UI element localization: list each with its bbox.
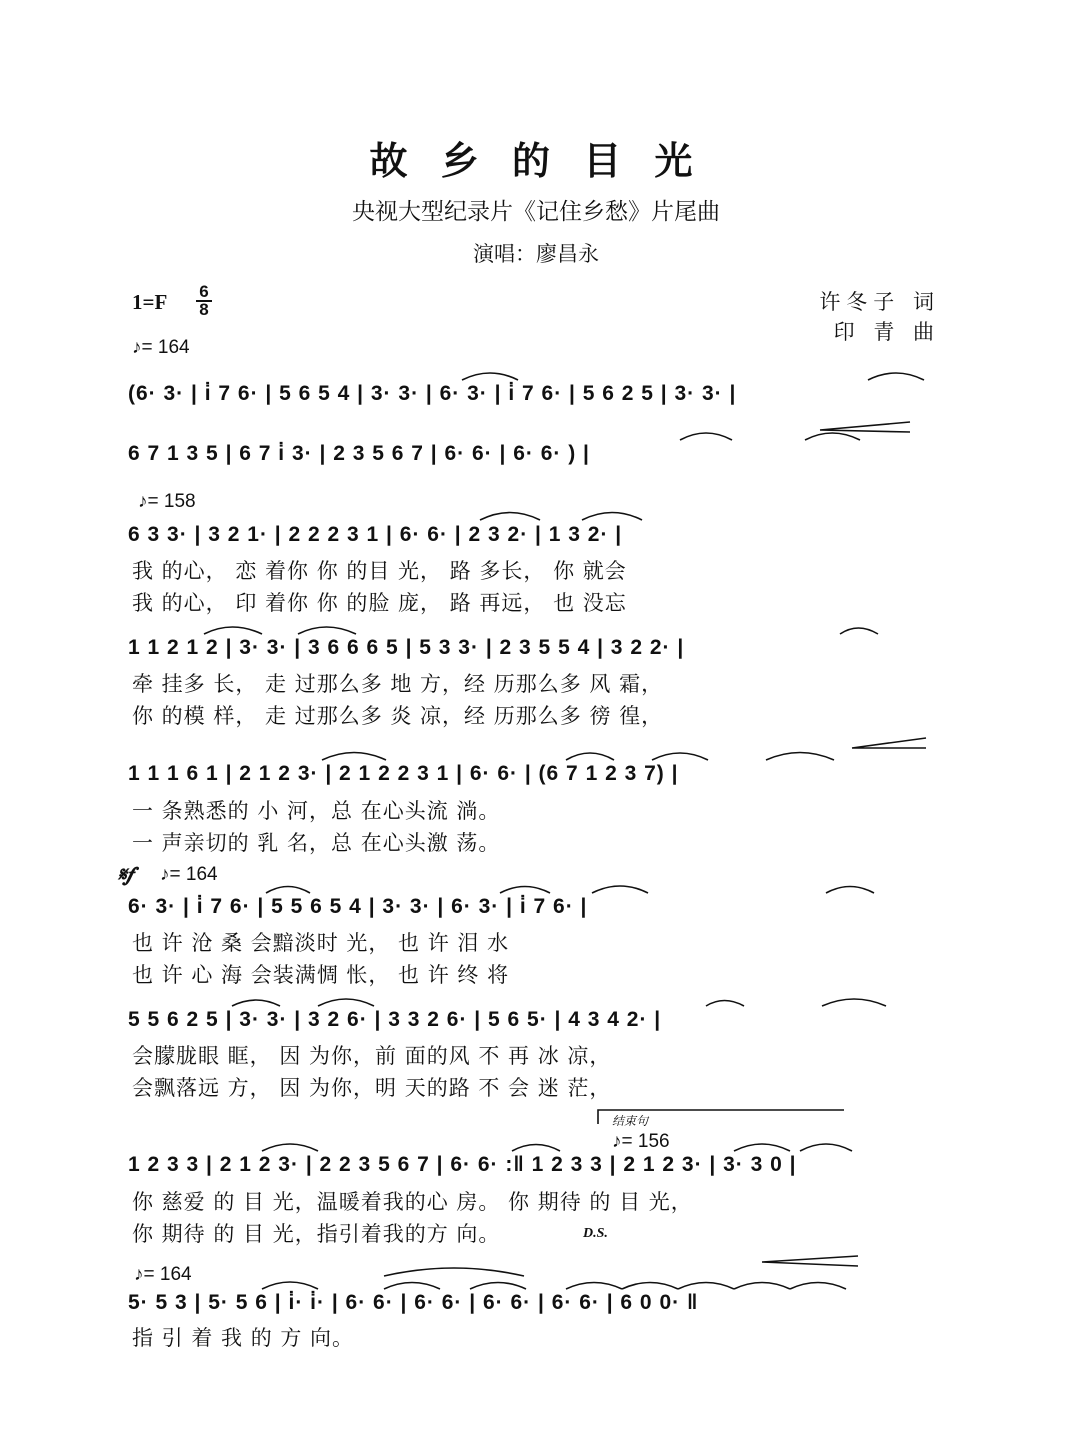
tie-mark xyxy=(840,628,878,634)
tie-mark xyxy=(384,1283,440,1290)
tie-mark xyxy=(678,1283,734,1290)
tie-mark xyxy=(800,1144,852,1151)
tie-mark xyxy=(826,887,874,894)
tie-mark xyxy=(566,753,614,760)
tie-mark xyxy=(592,886,648,893)
notation-line: 6 3 3· | 3 2 1· | 2 2 2 3 1 | 6· 6· | 2 3 2· | 1 3 2· | xyxy=(128,523,623,546)
tie-mark xyxy=(734,1144,790,1151)
lyric-line: 一 条熟悉的 小 河，总 在心头流 淌。 xyxy=(132,799,501,823)
hairpin-mark xyxy=(852,738,926,748)
notation-line: 1 1 1 6 1 | 2 1 2 3· | 2 1 2 2 3 1 | 6· 6· | (6 7 1 2 3 7) | xyxy=(128,762,679,785)
tie-mark xyxy=(480,513,540,521)
notation-line: 6 7 1 3 5 | 6 7 i̇ 3· | 2 3 5 6 7 | 6· 6· | 6· 6· ) | xyxy=(128,442,590,465)
tie-mark xyxy=(462,373,518,380)
tempo-marking: ♪= 164 xyxy=(134,1264,192,1285)
time-signature-bottom: 8 xyxy=(199,300,209,319)
lyric-line: 会飘落远 方， 因 为你，明 天的路 不 会 迷 茫， xyxy=(132,1076,612,1100)
tie-mark xyxy=(204,627,262,634)
tempo-marking: ♪= 164 xyxy=(160,864,218,885)
key-signature: 1=F xyxy=(132,290,168,314)
tie-mark xyxy=(298,627,356,634)
notation-line: 1 1 2 1 2 | 3· 3· | 3 6 6 6 5 | 5 3 3· | 2 3 5 5 4 | 3 2 2· | xyxy=(128,636,685,659)
hairpin-mark xyxy=(820,422,910,432)
tie-mark xyxy=(622,1283,678,1290)
lyric-line: 你 的模 样， 走 过那么多 炎 凉，经 历那么多 徬 徨， xyxy=(132,704,664,728)
tie-mark xyxy=(652,753,708,760)
tie-mark xyxy=(868,373,924,380)
composer-credit: 印 青 曲 xyxy=(833,320,940,344)
lyricist-credit: 许冬子 词 xyxy=(819,290,940,314)
tie-mark xyxy=(805,433,860,440)
tie-mark xyxy=(734,1283,790,1290)
lyric-line: 我 的心， 印 着你 你 的脸 庞， 路 再远， 也 没忘 xyxy=(132,591,627,615)
singer-credit: 演唱：廖昌永 xyxy=(473,242,599,266)
lyric-line: 你 期待 的 目 光，指引着我的方 向。 xyxy=(132,1222,501,1246)
tie-mark xyxy=(500,887,550,894)
notation-line: (6· 3· | i̇ 7 6· | 5 6 5 4 | 3· 3· | 6· 3· | i̇ 7 6· | 5 6 2 5 | 3· 3· | xyxy=(128,382,737,405)
ds-marking: D.S. xyxy=(583,1226,608,1241)
lyric-line: 你 慈爱 的 目 光，温暖着我的心 房。 你 期待 的 目 光， xyxy=(132,1190,693,1214)
notation-line: 5 5 6 2 5 | 3· 3· | 3 2 6· | 3 3 2 6· | 5 6 5· | 4 3 4 2· | xyxy=(128,1008,662,1031)
tie-mark xyxy=(262,1282,318,1289)
tie-mark xyxy=(266,887,310,894)
notation-line: 5· 5 3 | 5· 5 6 | i̇· i̇· | 6· 6· | 6· 6· | 6· 6· | 6· 6· | 6 0 0· ‖ xyxy=(128,1291,699,1314)
lyric-line: 会朦胧眼 眶， 因 为你，前 面的风 不 再 冰 凉， xyxy=(132,1044,612,1068)
lyric-line: 牵 挂多 长， 走 过那么多 地 方，经 历那么多 风 霜， xyxy=(132,672,664,696)
song-subtitle: 央视大型纪录片《记住乡愁》片尾曲 xyxy=(352,199,720,225)
ending-label: 结束句 xyxy=(612,1114,649,1128)
lyric-line: 也 许 心 海 会装满惆 怅， 也 许 终 将 xyxy=(132,963,510,987)
tie-mark xyxy=(766,753,834,761)
segno-forte-marking: 𝄋𝆑 xyxy=(118,862,134,886)
ending-bracket xyxy=(598,1110,844,1124)
time-signature-top: 6 xyxy=(196,284,212,302)
lyric-line: 也 许 沧 桑 会黯淡时 光， 也 许 泪 水 xyxy=(132,931,510,955)
lyric-line: 一 声亲切的 乳 名，总 在心头激 荡。 xyxy=(132,831,501,855)
tie-mark xyxy=(582,513,642,521)
hairpin-mark xyxy=(762,1256,858,1266)
lyric-line: 指 引 着 我 的 方 向。 xyxy=(132,1326,355,1350)
tie-mark xyxy=(566,1283,622,1290)
tie-mark xyxy=(680,433,732,440)
tie-mark xyxy=(384,1268,524,1276)
tempo-marking: ♪= 158 xyxy=(138,491,196,512)
notation-line: 6· 3· | i̇ 7 6· | 5 5 6 5 4 | 3· 3· | 6· 3· | i̇ 7 6· | xyxy=(128,895,588,918)
tie-mark xyxy=(822,999,886,1006)
tempo-marking: ♪= 164 xyxy=(132,337,190,358)
lyric-line: 我 的心， 恋 着你 你 的目 光， 路 多长， 你 就会 xyxy=(132,559,627,583)
tie-mark xyxy=(706,1001,744,1007)
tie-mark xyxy=(512,1145,560,1152)
tie-mark xyxy=(470,1283,526,1290)
tie-mark xyxy=(790,1283,846,1290)
tie-mark xyxy=(232,1000,280,1006)
notation-line: 1 2 3 3 | 2 1 2 3· | 2 2 3 5 6 7 | 6· 6· :‖ 1 2 3 3 | 2 1 2 3· | 3· 3 0 | xyxy=(128,1153,797,1176)
tie-mark xyxy=(322,753,386,761)
tie-mark xyxy=(318,999,374,1006)
song-title: 故 乡 的 目 光 xyxy=(369,138,703,183)
tie-mark xyxy=(262,1144,318,1151)
tempo-marking: ♪= 156 xyxy=(612,1131,670,1152)
